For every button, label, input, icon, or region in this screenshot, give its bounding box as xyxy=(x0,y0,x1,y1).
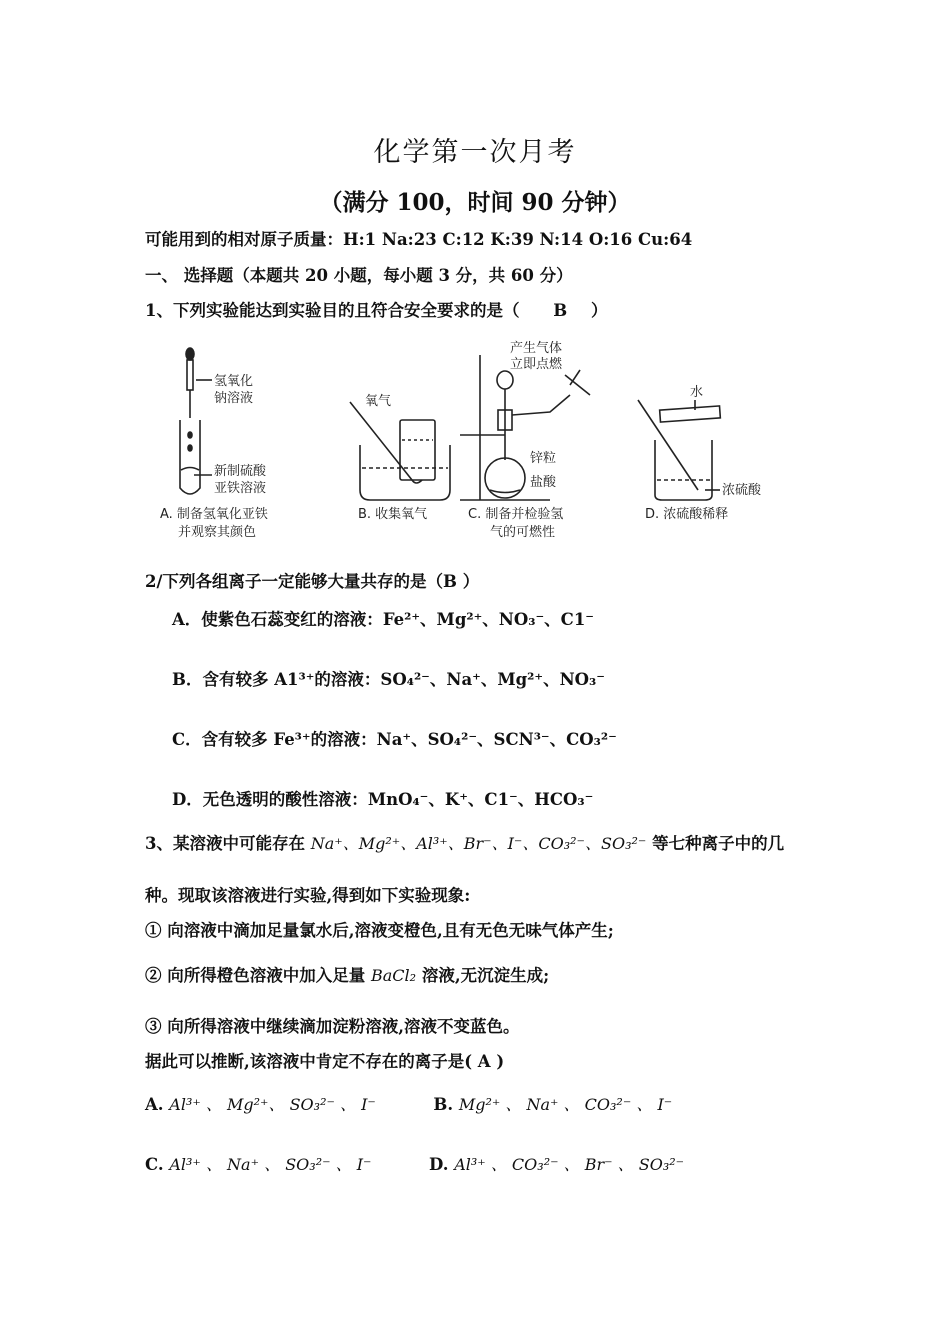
apparatus-d-caption: D. 浓硫酸稀释 xyxy=(645,507,729,522)
observation-2-b: 溶液,无沉淀生成; xyxy=(421,966,550,985)
question-3-options-row-1 xyxy=(145,1092,672,1115)
apparatus-a-label-top: 氢氧化 xyxy=(214,374,254,389)
apparatus-c-caption2: 气的可燃性 xyxy=(490,525,556,540)
apparatus-a-label-top2: 钠溶液 xyxy=(214,391,254,406)
question-3-options-row-2 xyxy=(145,1152,684,1175)
apparatus-d-label-water: 水 xyxy=(690,385,704,400)
apparatus-c-caption1: C. 制备并检验氢 xyxy=(468,507,564,522)
question-3-stem xyxy=(145,830,784,854)
option-d-ions: MnO₄⁻、K⁺、C1⁻、HCO₃⁻ xyxy=(367,790,594,809)
question-3-conclusion: 据此可以推断,该溶液中肯定不存在的离子是( A ) xyxy=(145,1052,505,1071)
q3-option-a-ions: Al³⁺ 、 Mg²⁺、 SO₃²⁻ 、 I⁻ xyxy=(169,1095,376,1114)
option-c-prefix: C．含有较多 Fe³⁺的溶液： xyxy=(172,730,377,749)
question-2-option-a xyxy=(172,606,594,630)
question-2-option-d xyxy=(172,786,593,810)
apparatus-a-caption1: A. 制备氢氧化亚铁 xyxy=(160,507,268,522)
apparatus-c-label-hcl: 盐酸 xyxy=(530,475,557,490)
apparatus-b-label: 氧气 xyxy=(365,394,392,409)
apparatus-a xyxy=(160,348,268,540)
question-3-observation-1: ① 向溶液中滴加足量氯水后,溶液变橙色,且有无色无味气体产生; xyxy=(145,921,614,940)
question-3-stem2: 等七种离子中的几 xyxy=(652,834,785,853)
q3-option-b-ions: Mg²⁺ 、 Na⁺ 、 CO₃²⁻ 、 I⁻ xyxy=(458,1095,673,1114)
exam-title: 化学第一次月考 xyxy=(373,137,577,168)
question-1-close: ） xyxy=(590,301,608,320)
apparatus-a-label-bottom: 新制硫酸 xyxy=(214,464,267,479)
q3-option-d-ions: Al³⁺ 、 CO₃²⁻ 、 Br⁻ 、 SO₃²⁻ xyxy=(454,1155,685,1174)
option-b-ions: SO₄²⁻、Na⁺、Mg²⁺、NO₃⁻ xyxy=(380,670,605,689)
q3-option-c-label: C. xyxy=(145,1155,164,1174)
apparatus-d-label-acid: 浓硫酸 xyxy=(722,483,762,498)
apparatus-c-label-top: 产生气体 xyxy=(510,341,563,356)
apparatus-a-caption2: 并观察其颜色 xyxy=(178,525,257,540)
option-d-prefix: D．无色透明的酸性溶液： xyxy=(172,790,368,809)
atomic-masses: 可能用到的相对原子质量：H:1 Na:23 C:12 K:39 N:14 O:16 Cu:64 xyxy=(145,230,693,249)
question-2-option-b xyxy=(172,666,605,690)
question-2-stem: 2/下列各组离子一定能够大量共存的是（B ） xyxy=(145,572,480,591)
q3-option-a-label: A. xyxy=(145,1095,164,1114)
option-a-prefix: A．使紫色石蕊变红的溶液： xyxy=(172,610,383,629)
section-heading: 一、 选择题（本题共 20 小题，每小题 3 分，共 60 分） xyxy=(145,266,573,285)
apparatus-b-caption: B. 收集氧气 xyxy=(358,507,428,522)
question-3-stem3: 种。现取该溶液进行实验,得到如下实验现象: xyxy=(145,886,471,905)
question-3-stem1: 3、某溶液中可能存在 xyxy=(145,834,305,853)
q3-option-c-ions: Al³⁺ 、 Na⁺ 、 SO₃²⁻ 、 I⁻ xyxy=(169,1155,372,1174)
question-3-observation-3: ③ 向所得溶液中继续滴加淀粉溶液,溶液不变蓝色。 xyxy=(145,1017,520,1036)
option-a-ions: Fe²⁺、Mg²⁺、NO₃⁻、C1⁻ xyxy=(382,610,595,629)
option-c-ions: Na⁺、SO₄²⁻、SCN³⁻、CO₃²⁻ xyxy=(376,730,617,749)
question-3-ion-list: Na⁺、Mg²⁺、Al³⁺、Br⁻、I⁻、CO₃²⁻、SO₃²⁻ xyxy=(310,834,647,853)
apparatus-b xyxy=(350,394,450,522)
question-1-stem xyxy=(145,297,607,321)
option-b-prefix: B．含有较多 A1³⁺的溶液： xyxy=(172,670,381,689)
apparatus-c-label-top2: 立即点燃 xyxy=(510,357,563,372)
q3-option-b-label: B. xyxy=(433,1095,454,1114)
observation-2-reagent: BaCl₂ xyxy=(371,966,417,985)
question-2-option-c xyxy=(172,726,617,750)
question-3-observation-2 xyxy=(145,962,549,986)
apparatus-c xyxy=(460,340,590,540)
apparatus-c-label-zn: 锌粒 xyxy=(530,451,557,466)
apparatus-d xyxy=(638,384,762,522)
apparatus-a-label-bottom2: 亚铁溶液 xyxy=(214,481,267,496)
q3-option-d-label: D. xyxy=(429,1155,449,1174)
observation-2-a: ② 向所得橙色溶液中加入足量 xyxy=(145,966,366,985)
question-1-text: 1、下列实验能达到实验目的且符合安全要求的是（ xyxy=(145,301,520,320)
question-1-answer: B xyxy=(553,301,568,320)
exam-subtitle: （满分 100，时间 90 分钟） xyxy=(319,189,631,216)
apparatus-figure xyxy=(150,340,800,550)
